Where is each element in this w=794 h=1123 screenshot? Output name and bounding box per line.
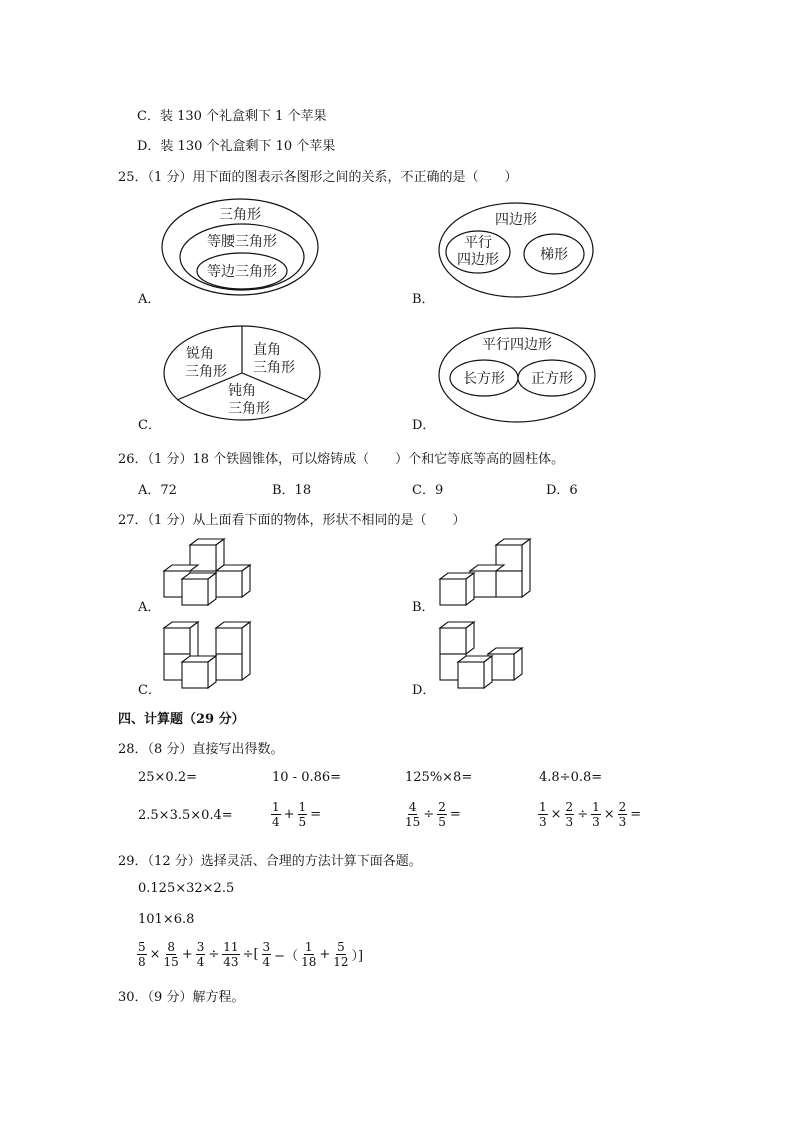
q26-option-d: D．6 <box>546 483 578 498</box>
q25-option-a: A． <box>138 292 161 307</box>
section-heading: 四、计算题（29 分） <box>118 712 245 727</box>
diagram-a-outer-label: 三角形 <box>219 207 261 223</box>
fraction: $\frac{2}{3}$ <box>618 800 627 829</box>
q25-option-c: C． <box>138 418 161 433</box>
sector-diagram-c <box>162 323 324 423</box>
fraction: $\frac{5}{8}$ <box>138 940 146 969</box>
q28-expr-4: 4.8÷0.8= <box>539 770 603 785</box>
fraction: $\frac{3}{4}$ <box>262 940 271 969</box>
cube-figure-b <box>436 537 532 607</box>
q26-option-c: C．9 <box>412 483 444 498</box>
fraction: $\frac{1}{5}$ <box>298 800 307 829</box>
diagram-d-outer-label: 平行四边形 <box>482 337 552 353</box>
fraction: $\frac{4}{15}$ <box>405 800 421 829</box>
cube-figure-c <box>160 620 252 692</box>
diagram-a-inner-label: 等边三角形 <box>207 264 277 280</box>
q28-expr-2: 10 - 0.86= <box>272 770 342 785</box>
cube-figure-d <box>436 620 528 692</box>
venn-diagram-a <box>160 195 325 305</box>
q24-option-d: D．装 130 个礼盒剩下 10 个苹果 <box>137 139 336 154</box>
diagram-b-left-line1: 平行 <box>464 235 492 251</box>
q27-option-c: C． <box>138 683 161 698</box>
q25-option-b: B． <box>412 292 435 307</box>
diagram-c-left-line2: 三角形 <box>185 364 227 380</box>
q28-stem: 28．（8 分）直接写出得数。 <box>118 742 284 757</box>
diagram-d-right-label: 正方形 <box>531 371 573 387</box>
fraction: $\frac{1}{4}$ <box>272 800 280 829</box>
q28-expr-3: 125%×8= <box>405 770 473 785</box>
q26-stem: 26．（1 分）18 个铁圆锥体，可以熔铸成（ ）个和它等底等高的圆柱体。 <box>118 452 565 467</box>
fraction: $\frac{1}{18}$ <box>301 940 317 969</box>
fraction: $\frac{2}{3}$ <box>565 800 574 829</box>
venn-diagram-b <box>436 200 596 300</box>
q25-stem: 25．（1 分）用下面的图表示各图形之间的关系，不正确的是（ ） <box>118 170 518 185</box>
fraction: $\frac{1}{3}$ <box>539 800 547 829</box>
q28-expr-6: $\frac{1}{4}$ + $\frac{1}{5}$ = <box>272 800 322 829</box>
q29-expr-1: 0.125×32×2.5 <box>138 881 235 896</box>
diagram-c-bottom-line1: 钝角 <box>228 383 256 399</box>
q26-option-a: A．72 <box>138 483 177 498</box>
fraction: $\frac{3}{4}$ <box>196 940 205 969</box>
q28-expr-7: $\frac{4}{15}$ ÷ $\frac{2}{5}$ = <box>405 800 461 829</box>
q27-option-a: A． <box>138 600 161 615</box>
diagram-b-left-line2: 四边形 <box>457 252 499 268</box>
q29-expr-2: 101×6.8 <box>138 912 195 927</box>
q28-expr-1: 25×0.2= <box>138 770 198 785</box>
q27-stem: 27．（1 分）从上面看下面的物体，形状不相同的是（ ） <box>118 513 466 528</box>
q29-expr-3: $\frac{5}{8}$ × $\frac{8}{15}$ + $\frac{3}{4}$ ÷ $\frac{11}{43}$ ÷[ $\frac{3}{4}$ −（ $\frac{1}{18}$ + $\frac{5}{12}$ ）] <box>138 940 364 969</box>
cube-figure-a <box>160 537 252 607</box>
q30-stem: 30．（9 分）解方程。 <box>118 990 245 1005</box>
q28-expr-8: $\frac{1}{3}$ × $\frac{2}{3}$ ÷ $\frac{1}{3}$ × $\frac{2}{3}$ = <box>539 800 642 829</box>
q25-option-d: D． <box>412 418 436 433</box>
q29-stem: 29．（12 分）选择灵活、合理的方法计算下面各题。 <box>118 854 422 869</box>
diagram-b-outer-label: 四边形 <box>495 212 537 228</box>
q28-expr-5: 2.5×3.5×0.4= <box>138 808 233 823</box>
fraction: $\frac{2}{5}$ <box>438 800 446 829</box>
q27-option-b: B． <box>412 600 435 615</box>
diagram-c-bottom-line2: 三角形 <box>228 401 270 417</box>
q24-option-c: C．装 130 个礼盒剩下 1 个苹果 <box>137 109 327 124</box>
diagram-a-mid-label: 等腰三角形 <box>207 234 277 250</box>
diagram-c-right-line2: 三角形 <box>253 360 295 376</box>
q27-option-d: D． <box>412 683 436 698</box>
fraction: $\frac{11}{43}$ <box>223 940 239 969</box>
diagram-b-right-label: 梯形 <box>540 247 568 263</box>
diagram-c-right-line1: 直角 <box>253 342 281 358</box>
q26-option-b: B．18 <box>272 483 312 498</box>
fraction: $\frac{8}{15}$ <box>163 940 179 969</box>
diagram-c-left-line1: 锐角 <box>186 346 214 362</box>
venn-diagram-d <box>437 325 599 425</box>
fraction: $\frac{5}{12}$ <box>333 940 349 969</box>
fraction: $\frac{1}{3}$ <box>592 800 600 829</box>
diagram-d-left-label: 长方形 <box>463 371 505 387</box>
